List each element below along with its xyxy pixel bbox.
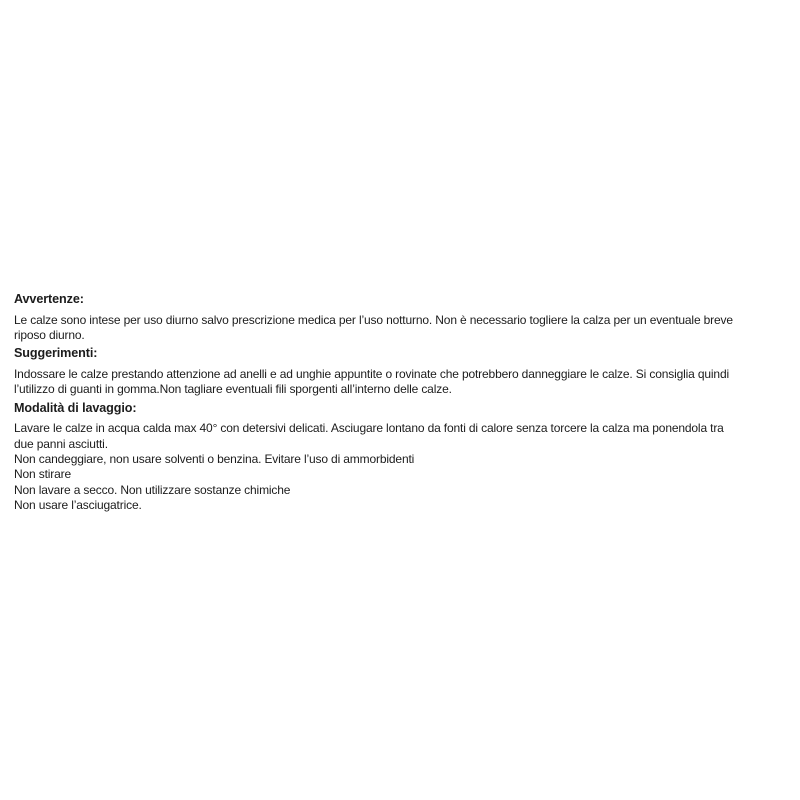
section-heading: Avvertenze: xyxy=(14,292,84,306)
section-paragraph xyxy=(14,421,786,513)
document-section xyxy=(14,292,786,343)
section-paragraph xyxy=(14,367,786,398)
care-instructions-document xyxy=(14,292,786,517)
paragraph-line: riposo diurno. xyxy=(14,327,85,342)
paragraph-line: due panni asciutti. xyxy=(14,436,108,451)
paragraph-line: Non usare l’asciugatrice. xyxy=(14,498,142,513)
section-paragraph xyxy=(14,313,786,344)
sections-container xyxy=(14,292,786,514)
paragraph-line: l’utilizzo di guanti in gomma.Non tagliare eventuali fili sporgenti all’interno delle calze. xyxy=(14,382,452,397)
document-section xyxy=(14,346,786,397)
section-heading: Suggerimenti: xyxy=(14,346,98,361)
paragraph-line: Non lavare a secco. Non utilizzare sostanze chimiche xyxy=(14,482,291,497)
paragraph-line: Indossare le calze prestando attenzione ad anelli e ad unghie appuntite o rovinate che potrebbero danneggiare le calze. Si consiglia quindi xyxy=(14,366,729,381)
paragraph-line: Non candeggiare, non usare solventi o benzina. Evitare l’uso di ammorbidenti xyxy=(14,451,415,466)
paragraph-line: Lavare le calze in acqua calda max 40° con detersivi delicati. Asciugare lontano da fonti di calore senza torcere la calza ma ponendola tra xyxy=(14,421,724,436)
paragraph-line: Non stirare xyxy=(14,467,72,482)
section-heading: Modalità di lavaggio: xyxy=(14,400,137,415)
paragraph-line: Le calze sono intese per uso diurno salvo prescrizione medica per l’uso notturno. Non è necessario togliere la calza per un eventuale breve xyxy=(14,312,733,327)
document-section xyxy=(14,401,786,514)
